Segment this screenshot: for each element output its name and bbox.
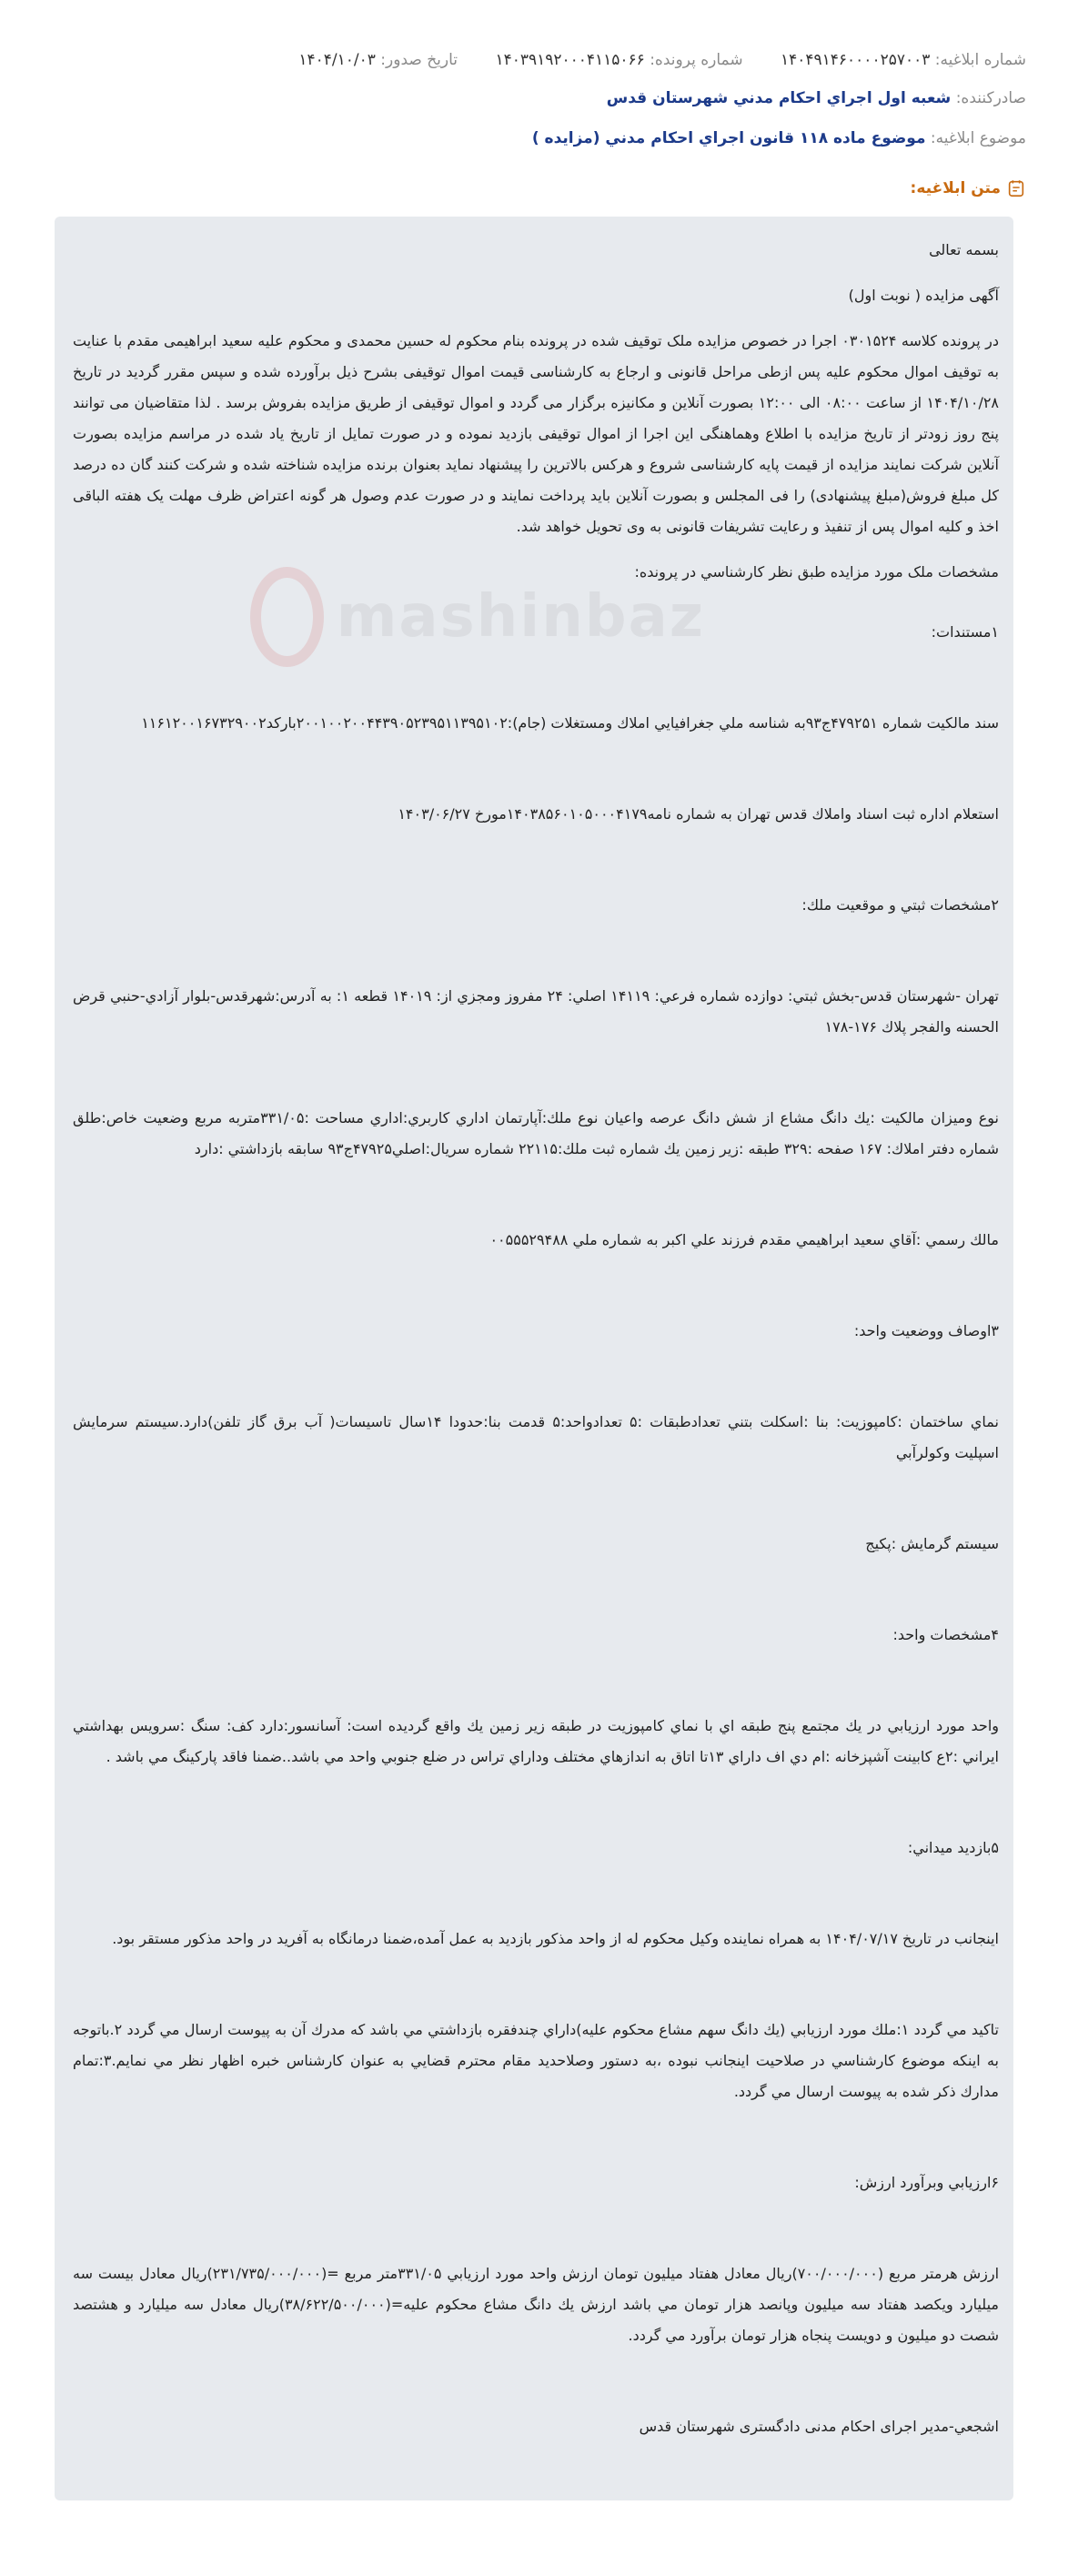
body-building: نماي ساختمان :كامپوزيت: بنا :اسكلت بتني تعدادطبقات :۵ تعدادواحد:۵ قدمت بنا:حدودا ۱۴سال تاسيسات( آب برق گاز تلفن)دارد.سيستم سرمايش اسپليت وكولرآبي [73, 1413, 1000, 1461]
body-signature: اشجعي-مدير اجرای احکام مدنی دادگستری شهرستان قدس [639, 2418, 999, 2435]
body-valuation: ارزش هرمتر مربع (۷۰۰/۰۰۰/۰۰۰)ريال معادل هفتاد ميليون تومان ارزش واحد مورد ارزيابي ۳۳۱/۰۵متر مربع =(۲۳۱/۷۳۵/۰۰۰/۰۰۰)ريال معادل بيست سه ميليارد ويكصد هفتاد سه ميليون وپانصد هزار تومان مي باشد ارزش يك دانگ مشاع محكوم عليه=(۳۸/۶۲۲/۵۰۰/۰۰۰)ريال معادل سه ميليارد و هشتصد شصت دو ميليون و دويست پنجاه هزار تومان برآورد مي گردد. [73, 2265, 1000, 2344]
section-unit: ۴مشخصات واحد: [892, 1626, 999, 1643]
body-notes: تاكيد مي گردد ۱:ملك مورد ارزيابي (يك دانگ سهم مشاع محكوم عليه)داراي چندفقره بازداشتي مي باشد كه مدرك آن به پيوست ارسال مي گردد ۲.باتوجه به اينكه موضوع كارشناسي در صلاحيت اينجانب نبوده ،به دستور وصلاحديد مقام محترم قضايي به عنوان كارشناس خبره اظهار نظر مي نمايم.۳:تمام مدارك ذكر شده به پيوست ارسال مي گردد. [73, 2021, 999, 2100]
body-auction-title: آگهی مزایده ( نوبت اول) [848, 287, 999, 304]
body-heading: بسمه تعالی [929, 241, 999, 258]
notice-body-panel [55, 217, 1013, 2500]
section-documents: ۱مستندات: [931, 623, 999, 641]
section-visit: ۵بازديد ميداني: [907, 1839, 999, 1856]
document-icon [1006, 178, 1026, 198]
body-unit: واحد مورد ارزيابي در يك مجتمع پنج طبقه اي با نماي كامپوزيت در طبقه زير زمين يك واقع گرديده است: آسانسور:دارد كف: سنگ :سرويس بهداشتي ايراني :۲ع كابينت آشپزخانه :ام دي اف داراي ۱۳تا اتاق به اندازهاي مختلف وداراي تراس در ضلع جنوبي واحد مي باشد..ضمنا فاقد پاركينگ مي باشد . [73, 1717, 999, 1765]
case-number: شماره پرونده: ۱۴۰۳۹۱۹۲۰۰۰۴۱۱۵۰۶۶ [495, 51, 743, 69]
notice-body [55, 217, 1013, 2442]
notice-number: شماره ابلاغيه: ۱۴۰۴۹۱۴۶۰۰۰۰۲۵۷۰۰۳ [781, 51, 1026, 69]
issuer: شعبه اول اجراي احكام مدني شهرستان قدس [606, 89, 952, 107]
watermark-text: mashinbaz [336, 583, 705, 651]
body-owner: مالك رسمي :آقاي سعيد ابراهيمي مقدم فرزند علي اكبر به شماره ملي ۰۰۵۵۵۲۹۴۸۸ [489, 1231, 999, 1248]
meta-row-numbers [42, 47, 1026, 73]
subject-row: موضوع ابلاغيه: موضوع ماده ۱۱۸ قانون اجراي احکام مدني (مزايده ) [531, 129, 1026, 147]
body-address: تهران -شهرستان قدس-بخش ثبتي: دوازده شماره فرعي: ۱۴۱۱۹ اصلي: ۲۴ مفروز ومجزي از: ۱۴۰۱۹ قطعه ۱: به آدرس:شهرقدس-بلوار آزادي-حنبي قرض الحسنه والفجر پلاك ۱۷۶-۱۷۸ [73, 987, 1000, 1035]
issuer-row: صادرکننده: شعبه اول اجراي احكام مدني شهرستان قدس [606, 89, 1026, 107]
section-valuation: ۶ارزيابي وبرآورد ارزش: [854, 2174, 999, 2191]
body-deed: سند مالكيت شماره ۴۷۹۲۵۱ج۹۳به شناسه ملي جغرافيايي املاك ومستغلات (جام):۲۰۰۱۰۰۲۰۰۴۴۳۹۰۵۲۳۹۵۱۱۳۹۵۱۰۲بارکد۱۱۶۱۲۰۰۱۶۷۳۲۹۰۰۲ [141, 714, 999, 732]
subject: موضوع ماده ۱۱۸ قانون اجراي احکام مدني (مزايده ) [531, 129, 926, 147]
section-features: ۳اوصاف ووضعيت واحد: [853, 1322, 999, 1339]
body-visit: اينجانب در تاريخ ۱۴۰۴/۰۷/۱۷ به همراه نماينده وكيل محكوم له از واحد مذكور بازديد به عمل آمده،ضمنا درمانگاه به آفريد در واحد مذكور مستقر بود. [112, 1930, 999, 1947]
body-specs-heading: مشخصات ملک مورد مزايده طبق نظر کارشناسي در پرونده: [634, 563, 999, 581]
body-paragraph: در پرونده کلاسه ۰۳۰۱۵۲۴ اجرا در خصوص مزایده ملک توقیف شده در پرونده بنام محکوم له حسین محمدی و محکوم علیه سعید ابراهیمی مقدم با عنایت به توقیف اموال محکوم علیه پس ازطی مراحل قانونی و ارجاع به کارشناسی قیمت اموال توقیفی بشرح ذیل برآورده شده و سپس مقرر گردید در تاریخ ۱۴۰۴/۱۰/۲۸ از ساعت ۰۸:۰۰ الی ۱۲:۰۰ بصورت آنلاین و مکانیزه برگزار می گردد و اموال توقیفی از طریق مزایده بفروش برسد . لذا متقاضیان می توانند پنج روز زودتر از تاریخ مزایده با اطلاع وهماهنگی این اجرا از اموال توقیفی بازدید نموده و در صورت تمایل از تاریخ یاد شده در مراسم مزایده بصورت آنلاین شرکت نمایند مزایده از قیمت پایه کارشناسی شروع و هرکس بالاترین را پیشنهاد نماید بعنوان برنده مزایده شناخته شده و شرکت کنند گان ده درصد کل مبلغ فروش(مبلغ پیشنهادی) را فی المجلس و بصورت آنلاین باید پرداخت نمایند و در صورت عدم وصول هر گونه اعتراض ظرف مهلت یک هفته الباقی اخذ و کلیه اموال پس از تنفیذ و رعایت تشریفات قانونی به وی تحویل خواهد شد. [73, 332, 1000, 535]
notice-text-title: متن ابلاغيه: [911, 178, 1026, 198]
body-inquiry: استعلام اداره ثبت اسناد واملاك قدس تهران به شماره نامه۱۴۰۳۸۵۶۰۱۰۵۰۰۰۴۱۷۹مورخ ۱۴۰۳/۰۶/۲۷ [398, 805, 999, 823]
body-ownership: نوع وميزان مالكيت :يك دانگ مشاع از شش دانگ عرصه واعيان نوع ملك:آپارتمان اداري كاربري:اداري مساحت :۳۳۱/۰۵متربه مربع وضعيت خاص:طلق شماره دفتر املاك: ۱۶۷ صفحه :۳۲۹ طبقه :زير زمين يك شماره ثبت ملك:۲۲۱۱۵ شماره سريال:اصلي۴۷۹۲۵ج۹۳ سابقه بازداشتي :دارد [73, 1109, 999, 1157]
section-registration: ۲مشخصات ثبتي و موقعيت ملك: [801, 896, 999, 914]
body-heating: سيستم گرمايش :پكيج [865, 1535, 999, 1552]
issue-date: تاريخ صدور: ۱۴۰۴/۱۰/۰۳ [298, 51, 458, 69]
